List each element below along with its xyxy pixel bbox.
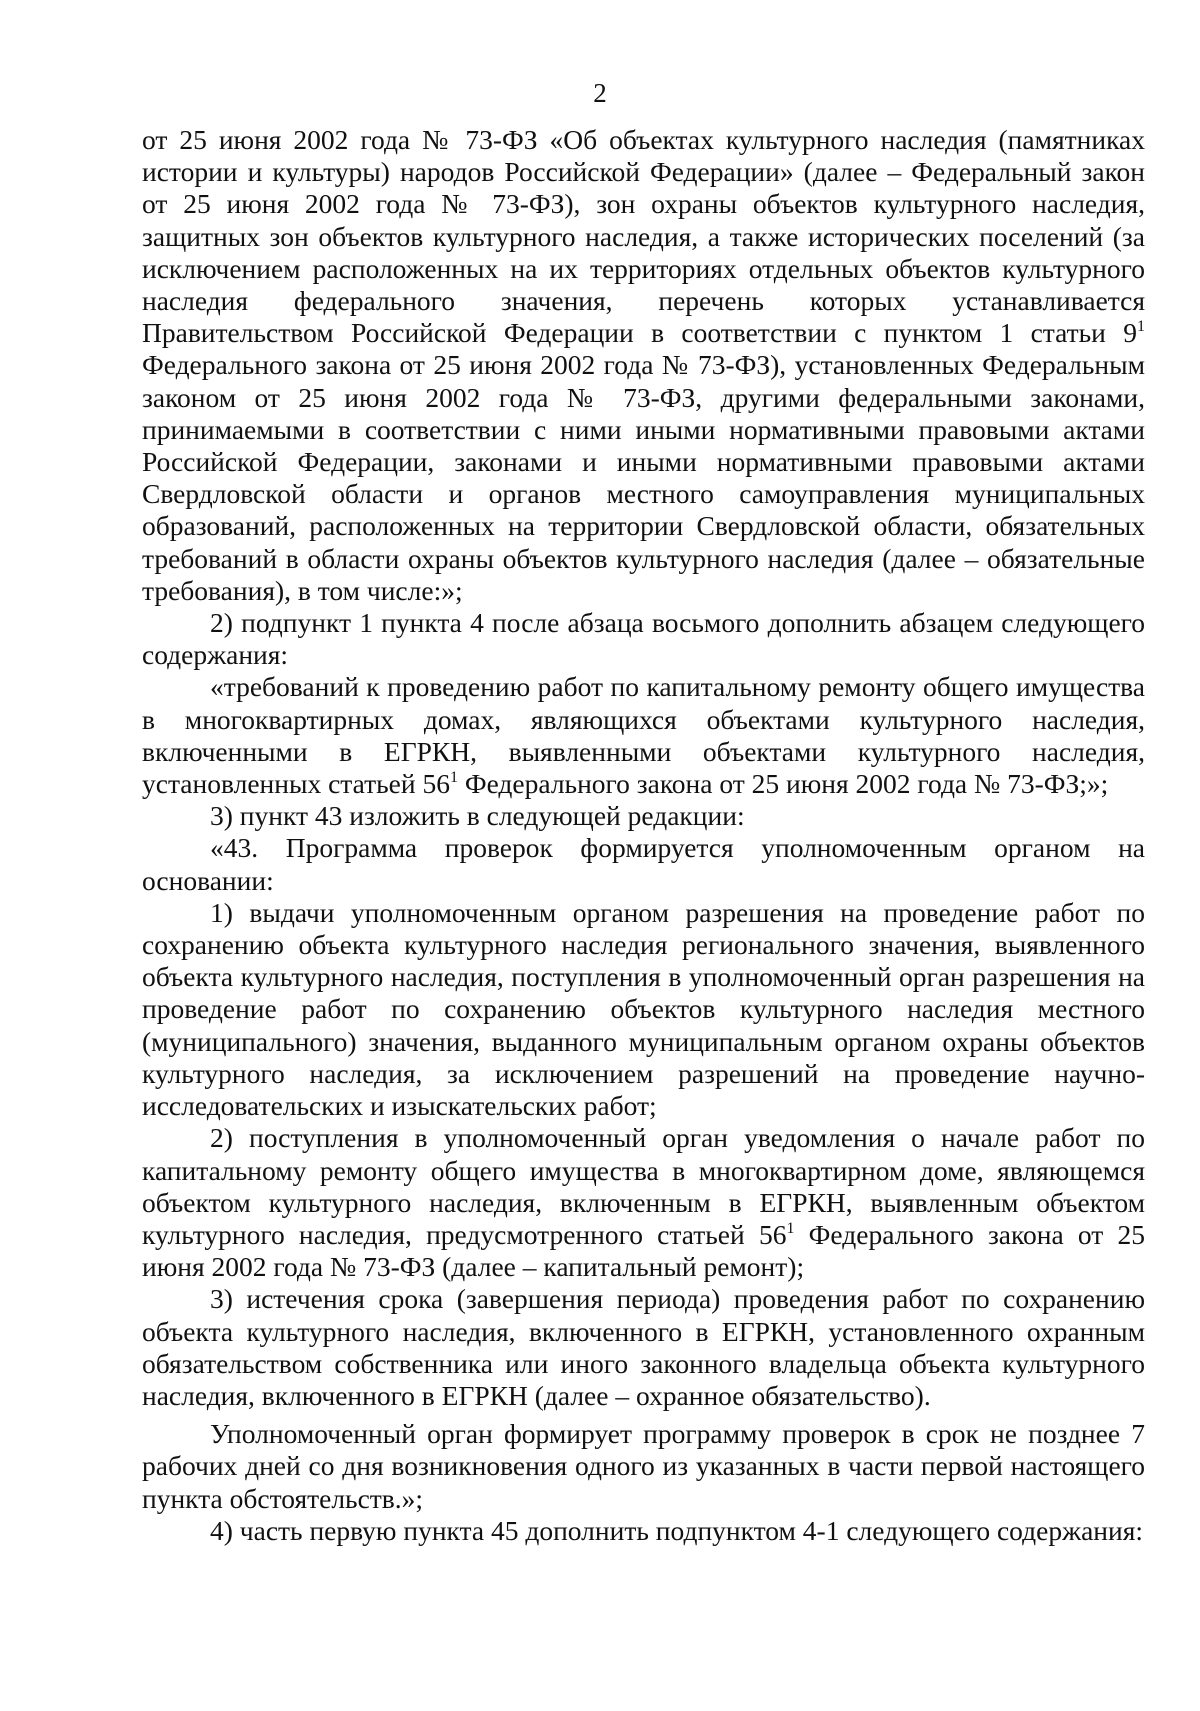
paragraph-text: Федерального закона от 25 июня 2002 года № 73-ФЗ;»; (457, 768, 1109, 800)
paragraph-continuation (142, 124, 1145, 607)
superscript: 1 (786, 1219, 795, 1237)
paragraph-item-2: 2) подпункт 1 пункта 4 после абзаца восьмого дополнить абзацем следующего содержания: (142, 607, 1145, 671)
paragraph-text: Федерального закона от 25 июня 2002 года № 73-ФЗ (далее – капитальный ремонт); (142, 1218, 1146, 1283)
paragraph-text: от 25 июня 2002 года № 73-ФЗ «Об объектах культурного наследия (памятниках истории и культуры) народов Российской Федерации» (далее – Федеральный закон от 25 июня 2002 года № 73-ФЗ), зон охраны объектов культурного наследия, защитных зон объектов культурного наследия, а также исторических поселений (за исключением расположенных на их территориях отдельных объектов культурного наследия федерального значения, перечень которых устанавливается Правительством Российской Федерации в соответствии с пунктом 1 статьи 9 (142, 124, 1145, 349)
paragraph-text: Федерального закона от 25 июня 2002 года № 73-ФЗ), установленных Федеральным законом от 25 июня 2002 года № 73-ФЗ, другими федеральными законами, принимаемыми в соответствии с ними иными нормативными правовыми актами Российской Федерации, законами и иными нормативными правовыми актами Свердловской области и органов местного самоуправления муниципальных образований, расположенных на территории Свердловской области, обязательных требований в области охраны объектов культурного наследия (далее – обязательные требования), в том числе:»; (142, 349, 1145, 606)
paragraph-point-43: «43. Программа проверок формируется уполномоченным органом на основании: (142, 832, 1145, 896)
document-body (142, 124, 1145, 1547)
paragraph-subitem-3: 3) истечения срока (завершения периода) проведения работ по сохранению объекта культурного наследия, включенного в ЕГРКН, установленного охранным обязательством собственника или иного законного владельца объекта культурного наследия, включенного в ЕГРКН (далее – охранное обязательство). (142, 1283, 1145, 1411)
superscript: 1 (449, 769, 458, 787)
paragraph-subitem-1: 1) выдачи уполномоченным органом разрешения на проведение работ по сохранению объекта культурного наследия регионального значения, выявленного объекта культурного наследия, поступления в уполномоченный орган разрешения на проведение работ по сохранению объектов культурного наследия местного (муниципального) значения, выданного муниципальным органом охраны объектов культурного наследия, за исключением разрешений на проведение научно-исследовательских и изыскательских работ; (142, 896, 1145, 1122)
paragraph-item-4: 4) часть первую пункта 45 дополнить подпунктом 4-1 следующего содержания: (210, 1514, 1144, 1546)
paragraph-subitem-2 (142, 1122, 1145, 1283)
page-number: 2 (593, 78, 607, 108)
paragraph-quote-requirements (142, 671, 1145, 800)
paragraph-item-3: 3) пункт 43 изложить в следующей редакции: (210, 800, 745, 832)
superscript: 1 (1137, 318, 1145, 336)
paragraph-text: 2) поступления в уполномоченный орган уведомления о начале работ по капитальному ремонту общего имущества в многоквартирном доме, являющемся объектом культурного наследия, включенным в ЕГРКН, выявленным объектом культурного наследия, предусмотренного статьей 56 (142, 1122, 1145, 1250)
paragraph-deadline: Уполномоченный орган формирует программу проверок в срок не позднее 7 рабочих дней со дня возникновения одного из указанных в части первой настоящего пункта обстоятельств.»; (142, 1418, 1145, 1514)
paragraph-text: «требований к проведению работ по капитальному ремонту общего имущества в многоквартирных домах, являющихся объектами культурного наследия, включенными в ЕГРКН, выявленными объектами культурного наследия, установленных статьей 56 (142, 671, 1145, 800)
